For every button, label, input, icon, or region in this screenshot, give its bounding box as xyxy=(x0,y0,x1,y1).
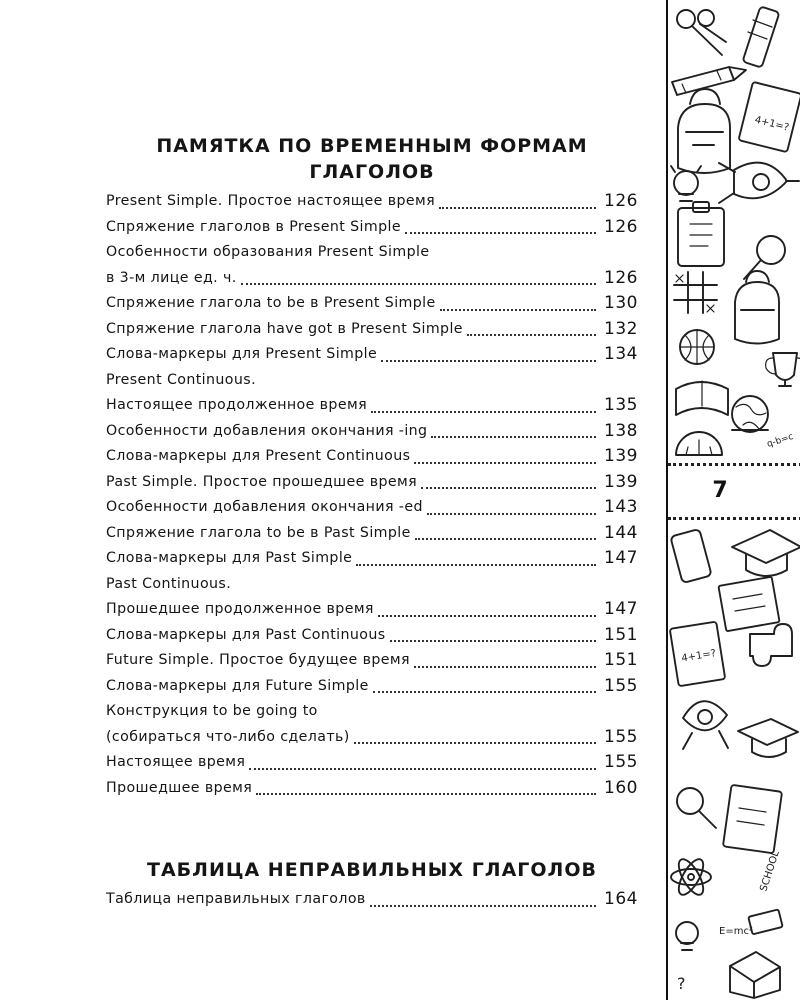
toc-page-number: 139 xyxy=(604,471,638,492)
toc-entry-text: Слова-маркеры для Present Continuous xyxy=(106,448,411,464)
glue-stick-icon xyxy=(743,6,780,67)
toc-entry-text: Present Continuous. xyxy=(106,371,256,388)
graduation-cap-icon xyxy=(732,530,800,576)
toc-leader-dots xyxy=(414,652,596,668)
toc-page-number: 151 xyxy=(604,650,638,670)
toc-entry-line xyxy=(106,291,638,317)
toc-entry-text: Спряжение глагола to be в Past Simple xyxy=(106,524,411,541)
toc-entry xyxy=(106,648,638,674)
backpack-icon xyxy=(678,89,730,173)
toc-leader-dots xyxy=(354,728,596,744)
toc-entry-line xyxy=(106,725,638,751)
toc-leader-dots xyxy=(405,218,596,234)
toc-entry-line xyxy=(106,317,638,343)
toc-leader-dots xyxy=(378,601,596,617)
toc-entry xyxy=(106,368,638,419)
toc-page-number: 143 xyxy=(604,497,638,517)
doodle-pattern-bottom xyxy=(668,520,800,1000)
toc-entry xyxy=(106,495,638,521)
toc-entry-line xyxy=(106,674,638,700)
school-label: SCHOOL xyxy=(758,849,782,893)
doodle-pattern-top xyxy=(668,0,800,463)
toc-entry-line xyxy=(106,342,638,368)
lightbulb-icon xyxy=(671,166,701,201)
clipboard-icon xyxy=(678,202,724,266)
toc-entry-text: Спряжение глагола have got в Present Simple xyxy=(106,320,463,337)
toc-entry-text: в 3-м лице ед. ч. xyxy=(106,269,237,286)
toc-leader-dots xyxy=(249,754,596,770)
toc-page-number: 147 xyxy=(604,548,638,568)
puzzle-icon xyxy=(750,624,792,666)
toc-page-number: 132 xyxy=(604,318,638,339)
formula-label: q-b=c xyxy=(765,431,795,450)
toc-entry-text: Спряжение глаголов в Present Simple xyxy=(106,218,401,235)
cube-icon xyxy=(730,952,780,998)
toc-entry-text: Конструкция to be going to xyxy=(106,703,318,719)
toc-entry-line xyxy=(106,419,638,445)
rocket-icon xyxy=(719,163,799,203)
toc-page-number: 144 xyxy=(604,522,638,543)
toc-entry-line xyxy=(106,750,638,776)
toc-leader-dots xyxy=(241,269,596,285)
toc-page-number: 147 xyxy=(604,599,638,619)
toc-entry-text: Future Simple. Простое будущее время xyxy=(106,652,410,668)
globe-icon xyxy=(732,396,768,432)
book-icon xyxy=(718,577,779,632)
toc-entry-line xyxy=(106,623,638,649)
toc-entry-text: Настоящее продолженное время xyxy=(106,397,368,413)
toc-entry-line xyxy=(106,521,638,547)
toc-page-number: 126 xyxy=(604,191,638,211)
trophy-icon xyxy=(766,353,800,386)
toc-leader-dots xyxy=(440,295,596,311)
backpack-icon xyxy=(735,271,779,344)
formula-label: E=mc² xyxy=(719,926,753,937)
formula-label: 4+1=? xyxy=(753,114,790,134)
toc-page-number: 151 xyxy=(604,624,638,645)
page-number: 7 xyxy=(712,478,728,503)
toc-page-number: 134 xyxy=(604,344,638,364)
toc-entry xyxy=(106,887,638,913)
magnifier-icon xyxy=(677,788,716,828)
toc-entry-line xyxy=(106,266,638,292)
toc-leader-dots xyxy=(381,346,596,362)
toc-entry xyxy=(106,240,638,291)
toc-entry-line xyxy=(106,470,638,496)
toc-leader-dots xyxy=(439,193,596,209)
toc-entry-line xyxy=(106,189,638,215)
glue-stick-icon xyxy=(670,529,711,583)
book-icon xyxy=(676,381,728,415)
toc-entry-text: Таблица неправильных глаголов xyxy=(106,891,366,907)
toc-leader-dots xyxy=(356,550,596,566)
toc-entry xyxy=(106,291,638,317)
toc-leader-dots xyxy=(415,524,596,540)
toc-entry-text: Спряжение глагола to be в Present Simple xyxy=(106,295,436,311)
toc-entry xyxy=(106,342,638,368)
toc-page-number: 155 xyxy=(604,752,638,772)
toc-entry-text: Настоящее время xyxy=(106,754,246,770)
toc-entry-text: Прошедшее время xyxy=(106,779,253,796)
toc-page-number: 138 xyxy=(604,420,638,441)
toc-entry xyxy=(106,444,638,470)
toc-page-number: 135 xyxy=(604,395,638,415)
toc-entry xyxy=(106,572,638,623)
toc-entry xyxy=(106,699,638,750)
toc-entry-text: Слова-маркеры для Present Simple xyxy=(106,346,378,362)
toc-leader-dots xyxy=(421,473,596,489)
doodle-illustration-top xyxy=(668,0,800,463)
lamp-icon xyxy=(676,922,698,950)
toc-entry-text: Особенности добавления окончания -ed xyxy=(106,499,423,515)
toc-page-number: 126 xyxy=(604,216,638,237)
section-title-line: ГЛАГОЛОВ xyxy=(309,161,435,183)
atom-icon xyxy=(671,856,711,899)
toc-page-number: 130 xyxy=(604,293,638,313)
toc-entry xyxy=(106,317,638,343)
pencil-icon xyxy=(672,67,746,95)
toc-leader-dots xyxy=(256,779,596,795)
toc-entry xyxy=(106,521,638,547)
toc-leader-dots xyxy=(414,448,596,464)
toc-entry xyxy=(106,750,638,776)
formula-label: 4+1=? xyxy=(680,648,717,665)
basketball-icon xyxy=(680,330,714,364)
toc-entry xyxy=(106,546,638,572)
toc-leader-dots xyxy=(370,891,596,907)
toc-page-number: 164 xyxy=(604,889,638,909)
toc-entry-text: Past Continuous. xyxy=(106,575,232,592)
toc-entry-line xyxy=(106,215,638,241)
toc-entry-line xyxy=(106,546,638,572)
toc-leader-dots xyxy=(371,397,596,413)
toc-entry-text: Слова-маркеры для Future Simple xyxy=(106,677,369,694)
toc-entry-line xyxy=(106,444,638,470)
section-title-line: ПАМЯТКА ПО ВРЕМЕННЫМ ФОРМАМ xyxy=(156,135,588,157)
graduation-cap-icon xyxy=(738,719,798,757)
toc-entry xyxy=(106,470,638,496)
table-of-contents xyxy=(106,133,638,913)
toc-list-verb-tenses xyxy=(106,189,638,801)
toc-entry xyxy=(106,419,638,445)
section-title-line: ТАБЛИЦА НЕПРАВИЛЬНЫХ ГЛАГОЛОВ xyxy=(147,859,597,881)
toc-entry-text: Слова-маркеры для Past Simple xyxy=(106,550,353,566)
clipboard-icon xyxy=(723,785,782,853)
toc-leader-dots xyxy=(431,422,596,438)
chalkboard-icon xyxy=(670,622,725,687)
section-title-irregular-verbs xyxy=(106,857,638,883)
toc-leader-dots xyxy=(390,626,596,642)
toc-entry-text: Прошедшее продолженное время xyxy=(106,601,374,617)
question-mark-label: ? xyxy=(677,974,686,993)
toc-page-number: 126 xyxy=(604,267,638,288)
protractor-icon xyxy=(676,432,722,455)
toc-entry xyxy=(106,189,638,215)
toc-entry xyxy=(106,623,638,649)
toc-entry xyxy=(106,776,638,802)
toc-page-number: 139 xyxy=(604,446,638,466)
toc-entry-text: (собираться что-либо сделать) xyxy=(106,728,350,745)
toc-entry-line xyxy=(106,597,638,623)
toc-entry xyxy=(106,215,638,241)
toc-list-irregular-verbs xyxy=(106,887,638,913)
chalkboard-icon xyxy=(738,82,800,152)
toc-entry-line xyxy=(106,887,638,913)
toc-entry-line xyxy=(106,393,638,419)
toc-entry-line xyxy=(106,648,638,674)
toc-entry-text: Past Simple. Простое прошедшее время xyxy=(106,473,418,490)
toc-page-number: 155 xyxy=(604,726,638,747)
toc-page-number: 155 xyxy=(604,675,638,696)
toc-leader-dots xyxy=(427,499,596,515)
school-doodle-sidebar xyxy=(666,0,800,1000)
toc-entry-text: Особенности образования Present Simple xyxy=(106,244,430,260)
doodle-illustration-bottom xyxy=(668,520,800,1000)
scissors-icon xyxy=(677,10,726,55)
toc-entry-text: Present Simple. Простое настоящее время xyxy=(106,193,436,209)
dotted-divider-top xyxy=(668,463,800,466)
toc-leader-dots xyxy=(467,320,596,336)
tic-tac-toe-icon xyxy=(674,272,717,313)
toc-entry-text: Особенности добавления окончания -ing xyxy=(106,422,428,439)
eraser-icon xyxy=(748,909,782,934)
toc-entry xyxy=(106,674,638,700)
toc-leader-dots xyxy=(373,677,596,693)
toc-page-number: 160 xyxy=(604,777,638,798)
toc-entry-line xyxy=(106,776,638,802)
rocket-icon xyxy=(683,701,728,749)
toc-entry-line xyxy=(106,495,638,521)
section-title-verb-tenses xyxy=(106,133,638,185)
toc-entry-text: Слова-маркеры для Past Continuous xyxy=(106,626,386,643)
page-number-band xyxy=(668,463,800,520)
